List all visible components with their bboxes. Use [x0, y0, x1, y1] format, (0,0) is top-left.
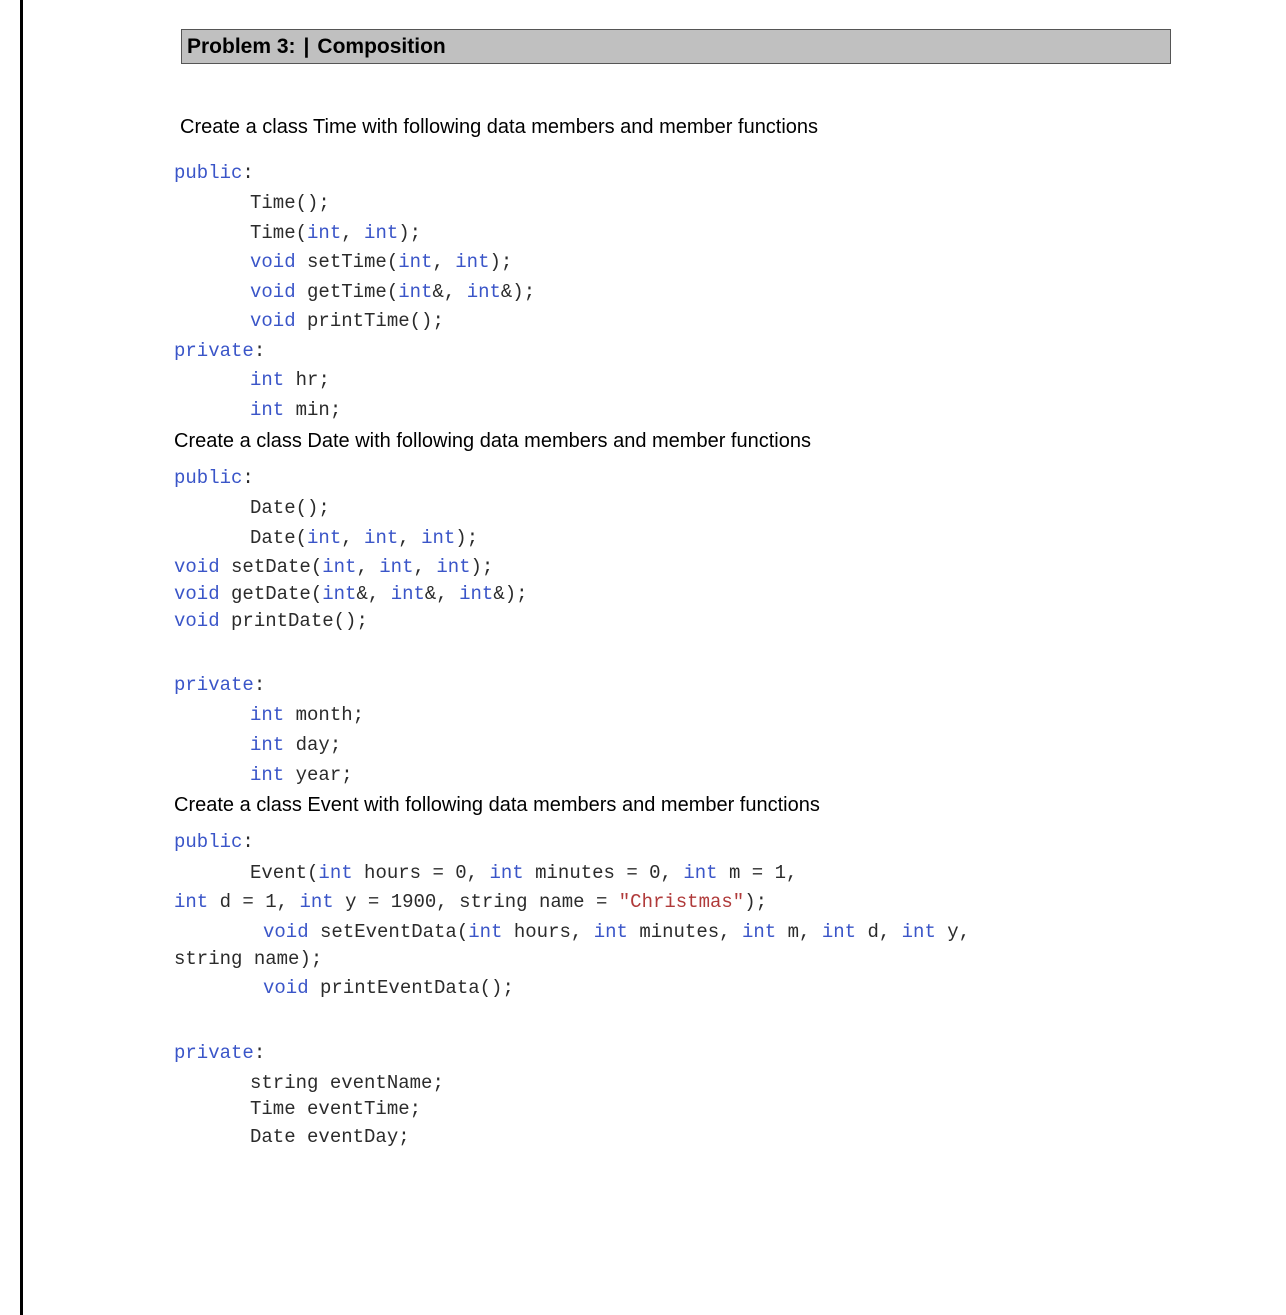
- event-code-line: int d = 1, int y = 1900, string name = "Christmas");: [174, 891, 767, 913]
- event-code-line: Time eventTime;: [250, 1098, 422, 1120]
- date-code-line: Date(int, int, int);: [250, 527, 479, 549]
- time-instruction: Create a class Time with following data members and member functions: [180, 116, 819, 138]
- time-private-label: private:: [174, 340, 266, 362]
- event-code-line: Date eventDay;: [250, 1126, 410, 1148]
- time-public-label: public:: [174, 162, 254, 184]
- date-code-line: int year;: [250, 764, 353, 786]
- time-private-keyword: private: [174, 340, 254, 362]
- date-public-label: public:: [174, 467, 254, 489]
- event-code-line: string name);: [174, 948, 323, 970]
- time-code-line: void setTime(int, int);: [250, 251, 513, 273]
- event-private-keyword: private: [174, 1042, 254, 1064]
- event-private-label: private:: [174, 1042, 266, 1064]
- time-code-line: void printTime();: [250, 310, 444, 332]
- date-code-line: void printDate();: [174, 610, 368, 632]
- event-code-line: void printEventData();: [263, 977, 514, 999]
- problem-label: Problem 3:: [187, 34, 296, 58]
- date-code-line: Date();: [250, 497, 330, 519]
- event-public-label: public:: [174, 831, 254, 853]
- date-code-line: int day;: [250, 734, 342, 756]
- problem-title: Composition: [317, 34, 446, 58]
- event-code-line: string eventName;: [250, 1072, 444, 1094]
- date-public-keyword: public: [174, 467, 243, 489]
- header-separator: |: [303, 34, 310, 58]
- date-code-line: void setDate(int, int, int);: [174, 556, 494, 578]
- time-code-line: int min;: [250, 399, 342, 421]
- event-code-line: Event(int hours = 0, int minutes = 0, int m = 1,: [250, 862, 798, 884]
- time-code-line: Time(int, int);: [250, 222, 422, 244]
- date-code-line: int month;: [250, 704, 365, 726]
- date-private-label: private:: [174, 674, 266, 696]
- time-public-keyword: public: [174, 162, 243, 184]
- event-public-keyword: public: [174, 831, 243, 853]
- left-margin-rule: [20, 0, 23, 1315]
- time-code-line: void getTime(int&, int&);: [250, 281, 536, 303]
- problem-header: [181, 29, 1171, 64]
- time-code-line: Time();: [250, 192, 330, 214]
- date-instruction: Create a class Date with following data members and member functions: [174, 430, 811, 452]
- time-code-line: int hr;: [250, 369, 330, 391]
- event-code-line: void setEventData(int hours, int minutes, int m, int d, int y,: [263, 921, 971, 943]
- event-instruction: Create a class Event with following data members and member functions: [174, 794, 820, 816]
- date-private-keyword: private: [174, 674, 254, 696]
- date-code-line: void getDate(int&, int&, int&);: [174, 583, 528, 605]
